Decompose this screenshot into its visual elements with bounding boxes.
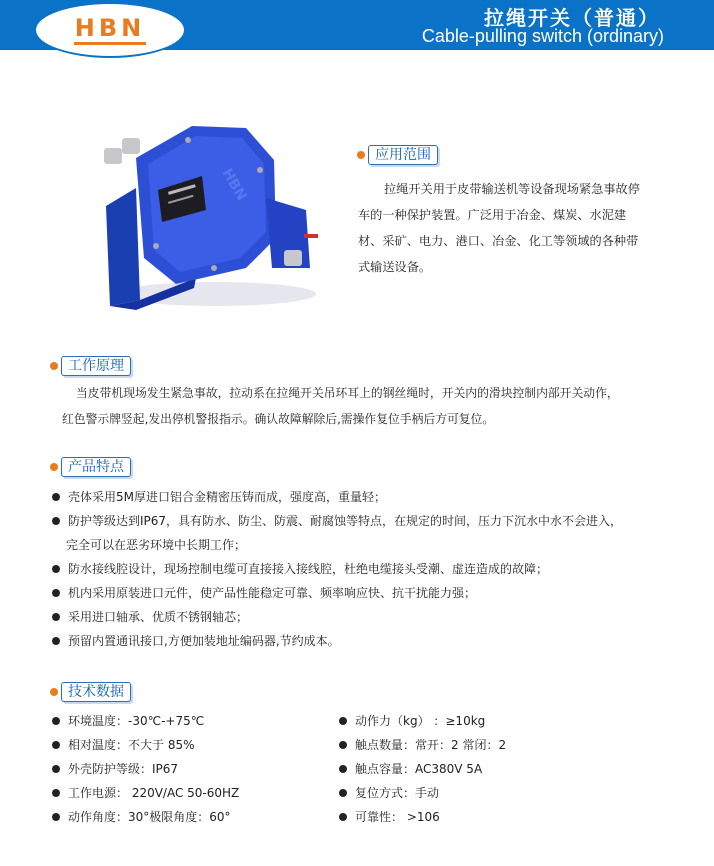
svg-text:HBN: HBN xyxy=(218,166,250,204)
list-item: 防水接线腔设计，现场控制电缆可直接接入接线腔，杜绝电缆接头受潮、虚连造成的故障； xyxy=(50,557,680,581)
list-item: 机内采用原装进口元件，使产品性能稳定可靠、频率响应快、抗干扰能力强； xyxy=(50,581,680,605)
bullet-icon xyxy=(52,637,60,645)
section-features-title: 产品特点 xyxy=(50,456,131,478)
list-item: 壳体采用5M厚进口铝合金精密压铸而成，强度高，重量轻； xyxy=(50,485,680,509)
section-application-title: 应用范围 xyxy=(357,144,438,166)
bullet-icon xyxy=(52,565,60,573)
bullet-icon xyxy=(52,741,60,749)
logo-underline xyxy=(74,42,146,45)
bullet-icon xyxy=(52,517,60,525)
bullet-icon xyxy=(52,493,60,501)
list-item-continuation: 完全可以在恶劣环境中长期工作； xyxy=(66,538,247,552)
spec-item: 相对温度：不大于 85% xyxy=(50,733,330,757)
section-specs-title: 技术数据 xyxy=(50,681,131,703)
bullet-dot-icon xyxy=(50,688,58,696)
spec-item: 工作电源： 220V/AC 50-60HZ xyxy=(50,781,330,805)
page-title-cn: 拉绳开关（普通） xyxy=(484,6,660,30)
spec-item: 外壳防护等级：IP67 xyxy=(50,757,330,781)
bullet-icon xyxy=(339,789,347,797)
features-list xyxy=(50,485,680,653)
spec-item: 动作角度：30°极限角度：60° xyxy=(50,805,330,829)
list-item: 采用进口轴承、优质不锈钢轴芯； xyxy=(50,605,680,629)
bullet-icon xyxy=(339,765,347,773)
bullet-icon xyxy=(339,717,347,725)
brand-logo-text: HBN xyxy=(74,14,146,42)
specs-right-column xyxy=(337,709,637,829)
specs-left-column xyxy=(50,709,330,829)
spec-item: 触点容量：AC380V 5A xyxy=(337,757,637,781)
spec-item: 触点数量：常开：2 常闭：2 xyxy=(337,733,637,757)
bullet-icon xyxy=(52,613,60,621)
application-text: 拉绳开关用于皮带输送机等设备现场紧急事故停 车的一种保护装置。广泛用于冶金、煤炭、水泥建 材、采矿、电力、港口、冶金、化工等领域的各种带 式输送设备。 xyxy=(358,182,640,274)
spec-item: 复位方式：手动 xyxy=(337,781,637,805)
bullet-icon xyxy=(339,741,347,749)
product-image xyxy=(96,118,328,310)
principle-text: 当皮带机现场发生紧急事故，拉动系在拉绳开关吊环耳上的钢丝绳时，开关内的滑块控制内部开关动作， 红色警示牌竖起,发出停机警报指示。确认故障解除后,需操作复位手柄后方可复位。 xyxy=(62,386,619,426)
page-title-en: Cable-pulling switch (ordinary) xyxy=(421,26,664,46)
list-item: 预留内置通讯接口,方便加装地址编码器,节约成本。 xyxy=(50,629,680,653)
list-item: 防护等级达到IP67，具有防水、防尘、防震、耐腐蚀等特点，在规定的时间，压力下沉水中水不会进入， xyxy=(50,509,680,533)
bullet-dot-icon xyxy=(50,362,58,370)
spec-item: 动作力（kg） ：≥10kg xyxy=(337,709,637,733)
section-principle-title: 工作原理 xyxy=(50,355,131,377)
bullet-icon xyxy=(52,589,60,597)
bullet-icon xyxy=(52,717,60,725)
bullet-icon xyxy=(52,813,60,821)
bullet-icon xyxy=(52,789,60,797)
bullet-dot-icon xyxy=(50,463,58,471)
spec-item: 可靠性： >106 xyxy=(337,805,637,829)
bullet-icon xyxy=(339,813,347,821)
bullet-dot-icon xyxy=(357,151,365,159)
bullet-icon xyxy=(52,765,60,773)
spec-item: 环境温度：-30℃-+75℃ xyxy=(50,709,330,733)
